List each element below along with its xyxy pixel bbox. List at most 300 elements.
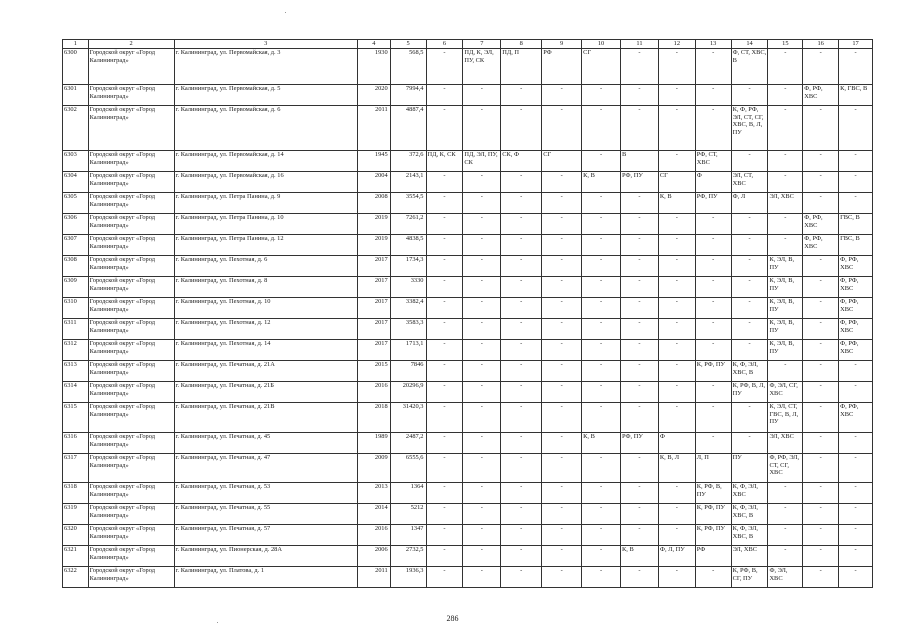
cell-row-number: 6305 xyxy=(63,193,89,214)
cell-work-14: ЭЛ, СТ, ХВС xyxy=(731,172,768,193)
cell-work-9: - xyxy=(542,277,582,298)
cell-work-16: - xyxy=(803,403,839,433)
cell-work-10: - xyxy=(582,361,621,382)
cell-municipality: Городской округ «Город Калининград» xyxy=(88,525,174,546)
table-row xyxy=(63,85,873,106)
cell-work-13: - xyxy=(695,235,731,256)
cell-work-6: - xyxy=(426,567,463,588)
cell-work-13: - xyxy=(695,340,731,361)
cell-work-16: - xyxy=(803,382,839,403)
column-number-11: 11 xyxy=(621,40,659,49)
cell-work-9: - xyxy=(542,504,582,525)
cell-work-8: - xyxy=(501,340,542,361)
cell-address: г. Калининград, ул. Печатная, д. 53 xyxy=(174,483,357,504)
cell-work-6: - xyxy=(426,546,463,567)
cell-address: г. Калининград, ул. Печатная, д. 21В xyxy=(174,403,357,433)
cell-work-15: - xyxy=(768,546,803,567)
cell-row-number: 6303 xyxy=(63,151,89,172)
cell-work-13: РФ, СТ, ХВС xyxy=(695,151,731,172)
table-row xyxy=(63,361,873,382)
scan-speck xyxy=(285,12,286,13)
cell-address: г. Калининград, ул. Первомайская, д. 16 xyxy=(174,172,357,193)
cell-work-7: - xyxy=(463,256,501,277)
cell-row-number: 6317 xyxy=(63,454,89,483)
cell-area: 20296,9 xyxy=(390,382,426,403)
cell-work-10: - xyxy=(582,214,621,235)
cell-row-number: 6302 xyxy=(63,106,89,151)
cell-work-13: К, РФ, В, ПУ xyxy=(695,483,731,504)
cell-work-15: К, ЭЛ, В, ПУ xyxy=(768,298,803,319)
cell-work-9: СГ xyxy=(542,151,582,172)
cell-municipality: Городской округ «Город Калининград» xyxy=(88,340,174,361)
cell-work-14: Ф, Л xyxy=(731,193,768,214)
cell-work-7: - xyxy=(463,483,501,504)
cell-work-8: - xyxy=(501,567,542,588)
cell-work-9: - xyxy=(542,567,582,588)
cell-work-17: - xyxy=(839,454,873,483)
cell-work-9: - xyxy=(542,361,582,382)
cell-work-17: - xyxy=(839,172,873,193)
cell-work-9: - xyxy=(542,214,582,235)
cell-work-16: - xyxy=(803,483,839,504)
cell-area: 1713,1 xyxy=(390,340,426,361)
cell-address: г. Калининград, ул. Пехотная, д. 8 xyxy=(174,277,357,298)
cell-work-6: - xyxy=(426,454,463,483)
column-number-9: 9 xyxy=(542,40,582,49)
cell-build-year: 2017 xyxy=(357,340,390,361)
table-row xyxy=(63,433,873,454)
cell-work-17: Ф, РФ, ХВС xyxy=(839,298,873,319)
cell-address: г. Калининград, ул. Печатная, д. 47 xyxy=(174,454,357,483)
cell-row-number: 6310 xyxy=(63,298,89,319)
table-row xyxy=(63,567,873,588)
cell-address: г. Калининград, ул. Печатная, д. 21Б xyxy=(174,382,357,403)
cell-build-year: 1945 xyxy=(357,151,390,172)
cell-work-10: - xyxy=(582,256,621,277)
cell-work-10: - xyxy=(582,483,621,504)
cell-build-year: 2014 xyxy=(357,504,390,525)
cell-work-14: - xyxy=(731,85,768,106)
cell-work-8: - xyxy=(501,525,542,546)
cell-area: 4838,5 xyxy=(390,235,426,256)
cell-work-10: - xyxy=(582,340,621,361)
cell-work-17: Ф, РФ, ХВС xyxy=(839,340,873,361)
cell-build-year: 2015 xyxy=(357,361,390,382)
cell-work-11: - xyxy=(621,361,659,382)
cell-work-7: - xyxy=(463,193,501,214)
cell-work-8: - xyxy=(501,85,542,106)
cell-work-14: - xyxy=(731,340,768,361)
cell-work-7: - xyxy=(463,525,501,546)
cell-work-14: - xyxy=(731,214,768,235)
cell-work-15: - xyxy=(768,172,803,193)
table-row xyxy=(63,256,873,277)
cell-work-13: - xyxy=(695,319,731,340)
table-row xyxy=(63,214,873,235)
cell-work-16: - xyxy=(803,172,839,193)
cell-work-11: РФ, ПУ xyxy=(621,172,659,193)
cell-work-7: - xyxy=(463,277,501,298)
cell-municipality: Городской округ «Город Калининград» xyxy=(88,454,174,483)
cell-build-year: 2013 xyxy=(357,483,390,504)
cell-work-10: - xyxy=(582,546,621,567)
cell-work-8: - xyxy=(501,298,542,319)
cell-area: 4887,4 xyxy=(390,106,426,151)
cell-work-8: - xyxy=(501,454,542,483)
cell-work-10: - xyxy=(582,298,621,319)
cell-work-11: - xyxy=(621,106,659,151)
table-row xyxy=(63,49,873,85)
cell-work-16: Ф, РФ, ХВС xyxy=(803,214,839,235)
cell-work-12: Ф, Л, ПУ xyxy=(658,546,695,567)
cell-work-11: РФ, ПУ xyxy=(621,433,659,454)
cell-work-12: Ф xyxy=(658,433,695,454)
cell-work-6: - xyxy=(426,106,463,151)
cell-work-13: - xyxy=(695,256,731,277)
cell-work-8: - xyxy=(501,504,542,525)
cell-work-9: - xyxy=(542,433,582,454)
cell-municipality: Городской округ «Город Калининград» xyxy=(88,403,174,433)
column-number-header-row xyxy=(63,40,873,49)
cell-work-9: - xyxy=(542,85,582,106)
page-number: 286 xyxy=(446,614,459,623)
cell-work-10: - xyxy=(582,151,621,172)
cell-work-15: ЭЛ, ХВС xyxy=(768,433,803,454)
cell-work-16: - xyxy=(803,193,839,214)
cell-work-6: - xyxy=(426,433,463,454)
cell-work-17: - xyxy=(839,49,873,85)
cell-work-7: ПД, ЭЛ, ПУ, СК xyxy=(463,151,501,172)
cell-work-6: - xyxy=(426,214,463,235)
cell-work-12: - xyxy=(658,361,695,382)
cell-area: 1734,3 xyxy=(390,256,426,277)
table-row xyxy=(63,504,873,525)
cell-work-11: - xyxy=(621,49,659,85)
cell-work-16: - xyxy=(803,504,839,525)
cell-work-17: - xyxy=(839,525,873,546)
cell-work-11: - xyxy=(621,193,659,214)
cell-work-10: - xyxy=(582,525,621,546)
table-row xyxy=(63,403,873,433)
cell-work-14: К, РФ, В, Л, ПУ xyxy=(731,382,768,403)
cell-work-6: - xyxy=(426,85,463,106)
cell-row-number: 6321 xyxy=(63,546,89,567)
cell-work-15: К, ЭЛ, В, ПУ xyxy=(768,340,803,361)
cell-work-14: ЭЛ, ХВС xyxy=(731,546,768,567)
column-number-10: 10 xyxy=(582,40,621,49)
cell-work-14: - xyxy=(731,235,768,256)
cell-work-10: - xyxy=(582,235,621,256)
cell-work-16: - xyxy=(803,433,839,454)
cell-work-8: - xyxy=(501,214,542,235)
cell-work-12: - xyxy=(658,214,695,235)
cell-row-number: 6316 xyxy=(63,433,89,454)
cell-work-7: - xyxy=(463,433,501,454)
cell-work-17: - xyxy=(839,504,873,525)
cell-work-16: - xyxy=(803,340,839,361)
cell-address: г. Калининград, ул. Петра Панина, д. 10 xyxy=(174,214,357,235)
cell-work-10: К, В xyxy=(582,433,621,454)
cell-work-9: - xyxy=(542,319,582,340)
cell-work-8: - xyxy=(501,193,542,214)
cell-work-6: ПД, К, СК xyxy=(426,151,463,172)
cell-work-7: - xyxy=(463,319,501,340)
cell-build-year: 1989 xyxy=(357,433,390,454)
cell-work-13: - xyxy=(695,382,731,403)
cell-work-13: РФ, ПУ xyxy=(695,193,731,214)
cell-work-13: - xyxy=(695,85,731,106)
cell-work-9: - xyxy=(542,298,582,319)
cell-work-9: - xyxy=(542,256,582,277)
cell-row-number: 6304 xyxy=(63,172,89,193)
cell-work-15: - xyxy=(768,151,803,172)
cell-work-12: - xyxy=(658,567,695,588)
cell-work-6: - xyxy=(426,49,463,85)
cell-work-15: - xyxy=(768,525,803,546)
cell-work-15: - xyxy=(768,214,803,235)
column-number-7: 7 xyxy=(463,40,501,49)
cell-work-9: - xyxy=(542,403,582,433)
cell-work-8: - xyxy=(501,546,542,567)
cell-area: 7846 xyxy=(390,361,426,382)
cell-work-16: Ф, РФ, ХВС xyxy=(803,85,839,106)
cell-work-7: - xyxy=(463,340,501,361)
cell-work-7: - xyxy=(463,106,501,151)
cell-work-9: - xyxy=(542,172,582,193)
cell-work-15: К, ЭЛ, В, ПУ xyxy=(768,277,803,298)
cell-row-number: 6308 xyxy=(63,256,89,277)
cell-work-13: - xyxy=(695,433,731,454)
column-number-6: 6 xyxy=(426,40,463,49)
cell-address: г. Калининград, ул. Печатная, д. 57 xyxy=(174,525,357,546)
cell-work-8: ПД, П xyxy=(501,49,542,85)
cell-work-14: - xyxy=(731,319,768,340)
cell-work-17: - xyxy=(839,567,873,588)
cell-work-12: - xyxy=(658,298,695,319)
cell-work-12: - xyxy=(658,277,695,298)
cell-work-16: - xyxy=(803,525,839,546)
cell-work-11: - xyxy=(621,277,659,298)
cell-work-6: - xyxy=(426,525,463,546)
cell-work-11: К, В xyxy=(621,546,659,567)
cell-municipality: Городской округ «Город Калининград» xyxy=(88,214,174,235)
cell-build-year: 2011 xyxy=(357,106,390,151)
cell-work-14: К, Ф, ЭЛ, ХВС, В xyxy=(731,504,768,525)
cell-work-9: - xyxy=(542,193,582,214)
cell-work-14: - xyxy=(731,403,768,433)
cell-area: 5212 xyxy=(390,504,426,525)
cell-work-17: К, ГВС, В xyxy=(839,85,873,106)
cell-work-17: - xyxy=(839,483,873,504)
table-row xyxy=(63,298,873,319)
cell-work-7: - xyxy=(463,85,501,106)
cell-build-year: 1930 xyxy=(357,49,390,85)
cell-work-17: - xyxy=(839,193,873,214)
cell-work-9: РФ xyxy=(542,49,582,85)
cell-work-12: - xyxy=(658,504,695,525)
cell-work-16: Ф, РФ, ХВС xyxy=(803,235,839,256)
cell-work-6: - xyxy=(426,340,463,361)
column-number-5: 5 xyxy=(390,40,426,49)
cell-work-16: - xyxy=(803,151,839,172)
cell-work-15: Ф, ЭЛ, СГ, ХВС xyxy=(768,382,803,403)
cell-work-12: - xyxy=(658,382,695,403)
cell-municipality: Городской округ «Город Калининград» xyxy=(88,298,174,319)
cell-work-11: - xyxy=(621,382,659,403)
column-number-17: 17 xyxy=(839,40,873,49)
cell-work-12: - xyxy=(658,483,695,504)
cell-work-7: - xyxy=(463,361,501,382)
cell-work-14: ПУ xyxy=(731,454,768,483)
cell-work-17: Ф, РФ, ХВС xyxy=(839,277,873,298)
cell-work-6: - xyxy=(426,235,463,256)
cell-address: г. Калининград, ул. Петра Панина, д. 9 xyxy=(174,193,357,214)
cell-build-year: 2016 xyxy=(357,382,390,403)
cell-work-15: ЭЛ, ХВС xyxy=(768,193,803,214)
column-number-14: 14 xyxy=(731,40,768,49)
cell-work-17: - xyxy=(839,546,873,567)
cell-work-10: - xyxy=(582,567,621,588)
cell-work-13: К, РФ, ПУ xyxy=(695,361,731,382)
cell-work-12: К, В xyxy=(658,193,695,214)
cell-work-7: - xyxy=(463,172,501,193)
cell-work-9: - xyxy=(542,483,582,504)
table-row xyxy=(63,193,873,214)
cell-work-10: - xyxy=(582,403,621,433)
cell-work-15: - xyxy=(768,235,803,256)
cell-work-17: - xyxy=(839,361,873,382)
cell-work-12: - xyxy=(658,49,695,85)
cell-work-11: - xyxy=(621,319,659,340)
cell-work-16: - xyxy=(803,277,839,298)
cell-work-8: - xyxy=(501,433,542,454)
cell-area: 1936,3 xyxy=(390,567,426,588)
cell-work-15: - xyxy=(768,361,803,382)
cell-work-14: Ф, СТ, ХВС, В xyxy=(731,49,768,85)
cell-build-year: 2004 xyxy=(357,172,390,193)
cell-work-13: К, РФ, ПУ xyxy=(695,525,731,546)
cell-work-11: - xyxy=(621,85,659,106)
cell-row-number: 6300 xyxy=(63,49,89,85)
cell-work-17: ГВС, В xyxy=(839,235,873,256)
cell-area: 2732,5 xyxy=(390,546,426,567)
cell-work-13: - xyxy=(695,567,731,588)
cell-area: 1347 xyxy=(390,525,426,546)
cell-work-14: К, Ф, ЭЛ, ХВС, В xyxy=(731,361,768,382)
cell-work-15: - xyxy=(768,483,803,504)
cell-municipality: Городской округ «Город Калининград» xyxy=(88,235,174,256)
cell-build-year: 2017 xyxy=(357,319,390,340)
cell-work-14: - xyxy=(731,151,768,172)
cell-address: г. Калининград, ул. Платова, д. 1 xyxy=(174,567,357,588)
cell-work-7: - xyxy=(463,298,501,319)
table-row xyxy=(63,525,873,546)
cell-work-17: - xyxy=(839,382,873,403)
cell-work-11: - xyxy=(621,214,659,235)
cell-work-6: - xyxy=(426,361,463,382)
cell-work-10: - xyxy=(582,319,621,340)
column-number-16: 16 xyxy=(803,40,839,49)
cell-work-10: - xyxy=(582,382,621,403)
cell-work-8: - xyxy=(501,277,542,298)
cell-work-11: - xyxy=(621,483,659,504)
cell-work-12: - xyxy=(658,340,695,361)
cell-work-8: - xyxy=(501,403,542,433)
cell-work-11: - xyxy=(621,235,659,256)
cell-work-16: - xyxy=(803,546,839,567)
cell-work-9: - xyxy=(542,525,582,546)
cell-work-8: - xyxy=(501,106,542,151)
cell-work-9: - xyxy=(542,340,582,361)
cell-work-15: Ф, РФ, ЭЛ, СТ, СГ, ХВС xyxy=(768,454,803,483)
table-row xyxy=(63,277,873,298)
cell-work-12: К, В, Л xyxy=(658,454,695,483)
cell-work-11: - xyxy=(621,567,659,588)
cell-work-6: - xyxy=(426,403,463,433)
cell-area: 3583,3 xyxy=(390,319,426,340)
cell-municipality: Городской округ «Город Калининград» xyxy=(88,361,174,382)
cell-work-6: - xyxy=(426,483,463,504)
cell-work-12: - xyxy=(658,106,695,151)
cell-work-17: Ф, РФ, ХВС xyxy=(839,403,873,433)
cell-work-13: - xyxy=(695,298,731,319)
cell-build-year: 2011 xyxy=(357,567,390,588)
cell-work-15: - xyxy=(768,49,803,85)
cell-work-9: - xyxy=(542,235,582,256)
cell-work-17: Ф, РФ, ХВС xyxy=(839,319,873,340)
cell-work-13: Ф xyxy=(695,172,731,193)
cell-work-14: - xyxy=(731,256,768,277)
table-row xyxy=(63,382,873,403)
cell-work-15: - xyxy=(768,504,803,525)
cell-build-year: 2017 xyxy=(357,298,390,319)
cell-work-15: К, ЭЛ, В, ПУ xyxy=(768,319,803,340)
cell-build-year: 2016 xyxy=(357,525,390,546)
cell-work-16: - xyxy=(803,106,839,151)
cell-work-10: СГ xyxy=(582,49,621,85)
cell-work-7: - xyxy=(463,382,501,403)
cell-work-10: - xyxy=(582,454,621,483)
cell-work-16: - xyxy=(803,319,839,340)
cell-work-13: К, РФ, ПУ xyxy=(695,504,731,525)
cell-work-7: - xyxy=(463,546,501,567)
table-row xyxy=(63,172,873,193)
table-row xyxy=(63,151,873,172)
cell-address: г. Калининград, ул. Пехотная, д. 10 xyxy=(174,298,357,319)
cell-address: г. Калининград, ул. Пехотная, д. 6 xyxy=(174,256,357,277)
cell-address: г. Калининград, ул. Первомайская, д. 6 xyxy=(174,106,357,151)
cell-work-14: К, Ф, ЭЛ, ХВС xyxy=(731,483,768,504)
cell-work-8: - xyxy=(501,361,542,382)
cell-area: 3554,5 xyxy=(390,193,426,214)
cell-area: 3330 xyxy=(390,277,426,298)
cell-row-number: 6301 xyxy=(63,85,89,106)
cell-address: г. Калининград, ул. Пехотная, д. 12 xyxy=(174,319,357,340)
column-number-8: 8 xyxy=(501,40,542,49)
cell-work-8: - xyxy=(501,172,542,193)
cell-area: 2487,2 xyxy=(390,433,426,454)
cell-work-16: - xyxy=(803,298,839,319)
cell-work-13: - xyxy=(695,106,731,151)
cell-work-11: - xyxy=(621,525,659,546)
column-number-13: 13 xyxy=(695,40,731,49)
cell-work-12: - xyxy=(658,85,695,106)
table-row xyxy=(63,454,873,483)
cell-area: 7994,4 xyxy=(390,85,426,106)
cell-work-9: - xyxy=(542,106,582,151)
cell-work-14: К, РФ, В, СГ, ПУ xyxy=(731,567,768,588)
cell-address: г. Калининград, ул. Печатная, д. 45 xyxy=(174,433,357,454)
